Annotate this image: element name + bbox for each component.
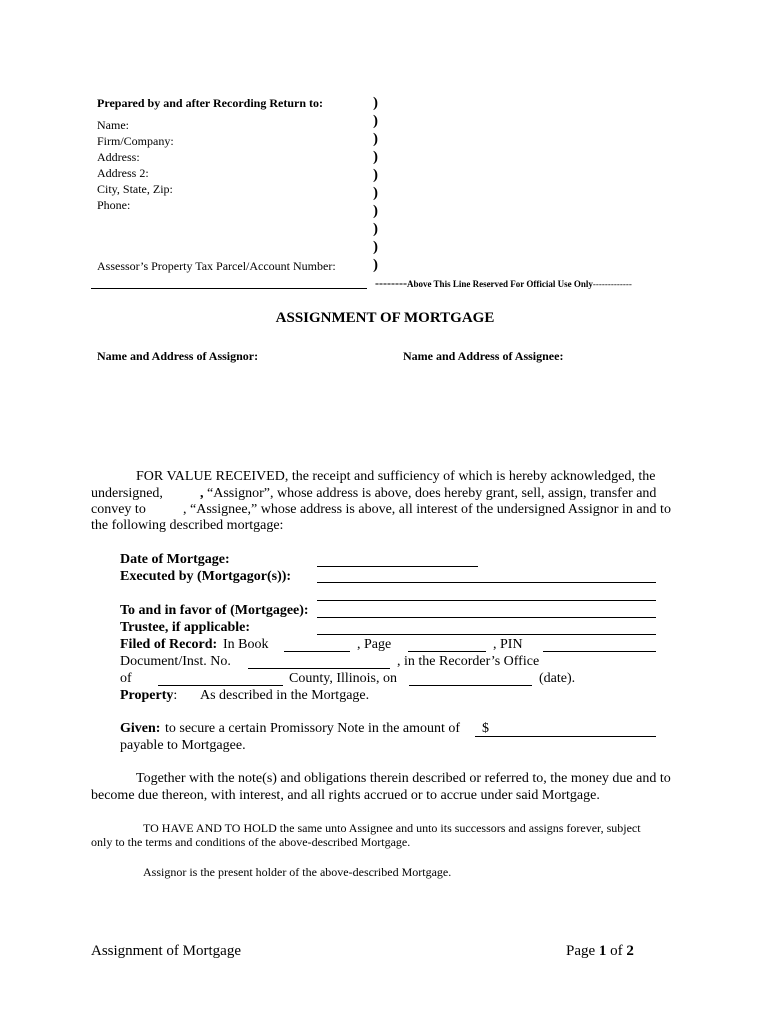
page-title: ASSIGNMENT OF MORTGAGE [275, 310, 495, 326]
name-field-label: Name: [97, 118, 129, 132]
note-amount-line[interactable] [475, 736, 656, 737]
footer-current-page: 1 [598, 943, 607, 959]
footer-of-word: of [610, 943, 623, 959]
document-number-line[interactable] [248, 668, 390, 669]
bracket-paren: ) [373, 113, 378, 129]
county-label: County, Illinois, on [289, 671, 397, 686]
bracket-paren: ) [373, 221, 378, 237]
bracket-paren: ) [373, 167, 378, 183]
intro-line-4: the following described mortgage: [91, 518, 284, 533]
official-use-dashes: -------- [375, 276, 407, 290]
bracket-paren: ) [373, 203, 378, 219]
bracket-paren: ) [373, 185, 378, 201]
bracket-paren: ) [373, 257, 378, 273]
filed-of-record-label: Filed of Record: [120, 637, 218, 652]
of-label: of [120, 671, 132, 686]
document-number-label: Document/Inst. No. [120, 654, 231, 669]
intro-line-3: , “Assignee,” whose address is above, all interest of the undersigned Assignor in and to [183, 502, 671, 517]
book-line[interactable] [284, 651, 350, 652]
holder-statement: Assignor is the present holder of the above-described Mortgage. [143, 865, 452, 879]
bracket-paren: ) [373, 131, 378, 147]
address-field-label: Address: [97, 150, 140, 164]
payable-text: payable to Mortgagee. [120, 738, 246, 753]
property-row [120, 688, 177, 704]
bracket-paren: ) [373, 95, 378, 111]
address2-field-label: Address 2: [97, 166, 149, 180]
date-of-mortgage-line[interactable] [317, 566, 478, 567]
bracket-paren: ) [373, 239, 378, 255]
date-of-mortgage-label: Date of Mortgage: [120, 552, 230, 567]
given-label: Given: [120, 721, 161, 736]
property-colon: : [173, 688, 178, 703]
assignor-label: Name and Address of Assignor: [97, 349, 259, 363]
trustee-label: Trustee, if applicable: [120, 620, 251, 635]
parcel-number-line [91, 288, 367, 289]
intro-line-2: “Assignor”, whose address is above, does hereby grant, sell, assign, transfer and [207, 486, 657, 501]
phone-field-label: Phone: [97, 198, 131, 212]
property-value: As described in the Mortgage. [200, 688, 370, 703]
intro-comma: , [200, 486, 204, 501]
footer-page-number [566, 943, 634, 960]
mortgagor-line[interactable] [317, 582, 656, 583]
page-line[interactable] [408, 651, 486, 652]
bracket-paren: ) [373, 149, 378, 165]
intro-undersigned: undersigned, [91, 486, 163, 501]
together-line-2: become due thereon, with interest, and all rights accrued or to accrue under said Mortgage. [91, 788, 600, 803]
recorders-office-label: , in the Recorder’s Office [397, 654, 540, 669]
together-line-1: Together with the note(s) and obligations therein described or referred to, the money due and to [136, 771, 671, 786]
given-text: to secure a certain Promissory Note in the amount of [165, 721, 461, 736]
record-date-line[interactable] [409, 685, 532, 686]
prepared-by-label: Prepared by and after Recording Return to: [97, 96, 323, 110]
dollar-sign: $ [482, 721, 489, 736]
in-book-label: In Book [223, 637, 269, 652]
footer-page-word: Page [566, 943, 596, 959]
intro-line-1: FOR VALUE RECEIVED, the receipt and sufficiency of which is hereby acknowledged, the [136, 469, 656, 484]
assignee-label: Name and Address of Assignee: [403, 349, 564, 363]
pin-label: , PIN [493, 637, 523, 652]
date-paren-label: (date). [539, 671, 576, 686]
intro-convey: convey to [91, 502, 146, 517]
trustee-line[interactable] [317, 634, 656, 635]
property-label: Property [120, 688, 174, 703]
official-use-notice [375, 276, 632, 291]
executed-by-label: Executed by (Mortgagor(s)): [120, 569, 292, 584]
footer-total-pages: 2 [626, 943, 634, 959]
parcel-number-label: Assessor’s Property Tax Parcel/Account Number: [97, 259, 336, 273]
official-use-text: Above This Line Reserved For Official Use Only [406, 279, 593, 289]
mortgagee-label: To and in favor of (Mortgagee): [120, 603, 309, 618]
habendum-line-2: only to the terms and conditions of the above-described Mortgage. [91, 835, 411, 849]
habendum-line-1: TO HAVE AND TO HOLD the same unto Assignee and unto its successors and assigns forever, subject [143, 821, 641, 835]
mortgagee-line[interactable] [317, 617, 656, 618]
mortgagor-line-2[interactable] [317, 600, 656, 601]
firm-field-label: Firm/Company: [97, 134, 174, 148]
page-label: , Page [357, 637, 392, 652]
footer-document-title: Assignment of Mortgage [91, 943, 241, 959]
official-use-tail: ------------- [592, 279, 632, 289]
pin-line[interactable] [543, 651, 656, 652]
city-state-zip-field-label: City, State, Zip: [97, 182, 173, 196]
county-line[interactable] [158, 685, 283, 686]
